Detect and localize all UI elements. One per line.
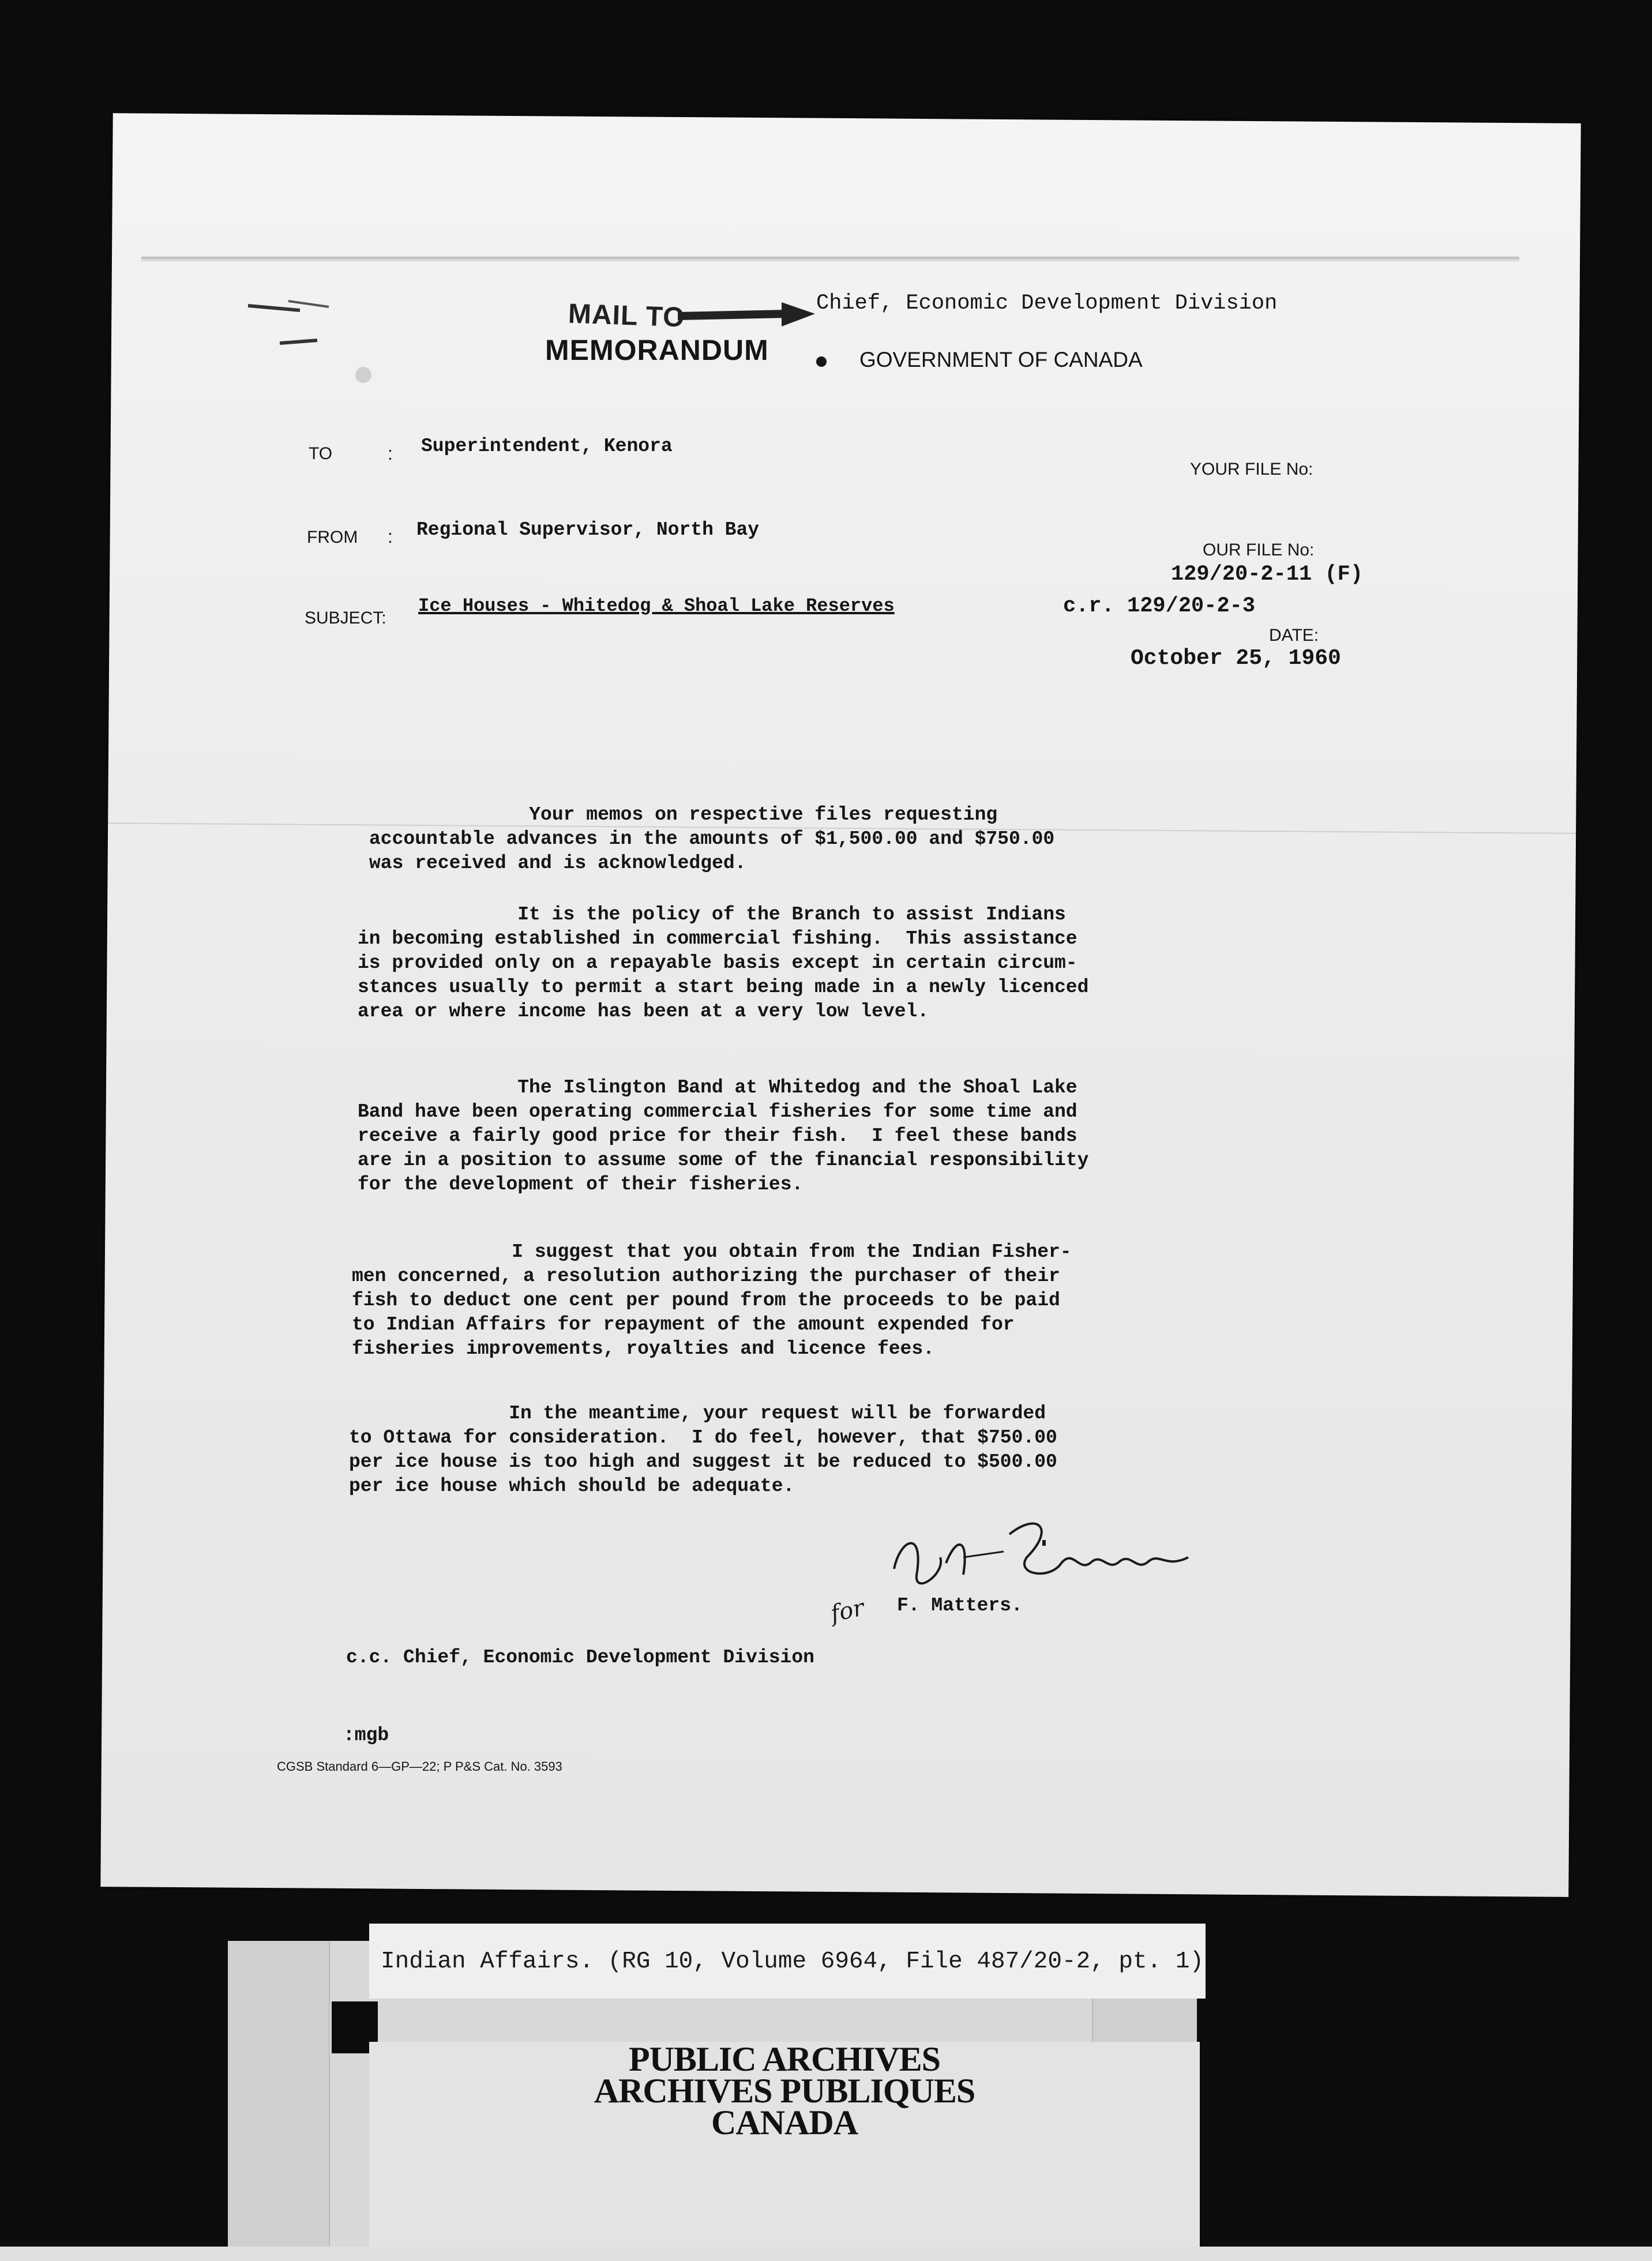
paragraph-3: The Islington Band at Whitedog and the Shoal Lake Band have been operating commercial fisheries for some time and receive a fairly good price for their fish. I feel these bands are in a position to assume some of the financial responsibility for the development of their fisheries. bbox=[358, 1077, 1089, 1195]
cross-reference: c.r. 129/20-2-3 bbox=[1063, 594, 1256, 618]
memo-top-edge bbox=[141, 257, 1519, 262]
from-label: FROM bbox=[307, 528, 358, 547]
our-file-value: 129/20-2-11 (F) bbox=[1171, 562, 1364, 587]
to-value: Superintendent, Kenora bbox=[421, 435, 673, 457]
subject-value: Ice Houses - Whitedog & Shoal Lake Reserves bbox=[418, 595, 895, 617]
bullet-icon bbox=[816, 356, 827, 367]
memo-header-title: MEMORANDUM bbox=[545, 334, 769, 366]
typist-initials: :mgb bbox=[343, 1725, 389, 1746]
archives-line-2: ARCHIVES PUBLIQUES bbox=[594, 2072, 975, 2110]
signatory-name: F. Matters. bbox=[897, 1595, 1023, 1616]
date-value: October 25, 1960 bbox=[1131, 646, 1341, 671]
paragraph-1: Your memos on respective files requesting accountable advances in the amounts of $1,500.00 and $750.00 was received and is acknowledged. bbox=[369, 804, 1055, 874]
your-file-label: YOUR FILE No: bbox=[1190, 460, 1313, 479]
from-colon: : bbox=[388, 526, 393, 547]
subject-label: SUBJECT: bbox=[305, 609, 386, 628]
paragraph-5: In the meantime, your request will be forwarded to Ottawa for consideration. I do feel, however, that $750.00 per ice house is too high and suggest it be reduced to $500.00 per ice house which should be adequate. bbox=[349, 1403, 1057, 1497]
our-file-label: OUR FILE No: bbox=[1203, 540, 1315, 559]
arrow-right-icon bbox=[678, 300, 816, 329]
form-footer: CGSB Standard 6—GP—22; P P&S Cat. No. 3593 bbox=[277, 1759, 562, 1774]
memo-header-org: GOVERNMENT OF CANADA bbox=[859, 348, 1143, 371]
archives-line-3: CANADA bbox=[711, 2104, 858, 2142]
paragraph-2: It is the policy of the Branch to assist Indians in becoming established in commercial fishing. This assistance is provided only on a repayable basis except in certain circum- stances usually to permit a start being made in a newly licenced area or where income has been at a very low level. bbox=[358, 904, 1089, 1022]
date-label: DATE: bbox=[1269, 626, 1319, 645]
paragraph-4: I suggest that you obtain from the Indian Fisher- men concerned, a resolution authorizing the purchaser of their fish to deduct one cent per pound from the proceeds to be paid to Indian Affairs for repayment of the amount expended for fisheries improvements, royalties and licence fees. bbox=[352, 1241, 1072, 1359]
archive-reference: Indian Affairs. (RG 10, Volume 6964, File 487/20-2, pt. 1) bbox=[381, 1948, 1204, 1975]
mail-to-stamp: MAIL TO bbox=[568, 298, 686, 333]
pen-marks-icon bbox=[236, 294, 375, 398]
mail-to-recipient: Chief, Economic Development Division bbox=[816, 291, 1278, 316]
to-colon: : bbox=[388, 443, 393, 464]
archives-line-1: PUBLIC ARCHIVES bbox=[628, 2040, 941, 2078]
from-value: Regional Supervisor, North Bay bbox=[416, 519, 760, 540]
signature-for: for bbox=[828, 1594, 867, 1628]
bottom-edge bbox=[0, 2247, 1652, 2261]
to-label: TO bbox=[309, 444, 333, 463]
cc-line: c.c. Chief, Economic Development Division bbox=[346, 1647, 814, 1668]
